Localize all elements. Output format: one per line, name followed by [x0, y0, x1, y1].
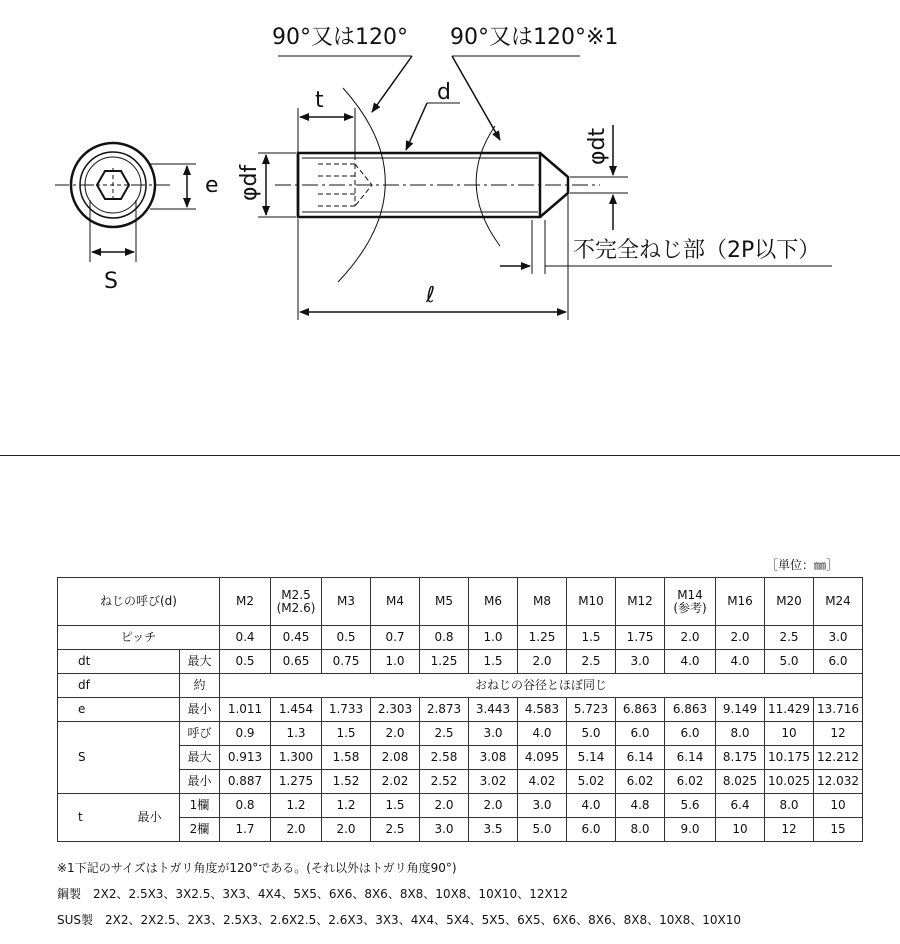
s-value: 8.175 [716, 746, 765, 770]
e-label: e [205, 173, 219, 198]
pitch-value: 0.45 [271, 626, 322, 650]
t-value: 4.8 [616, 794, 665, 818]
e-value: 3.443 [469, 698, 518, 722]
e-value: 1.011 [220, 698, 271, 722]
pitch-value: 1.0 [469, 626, 518, 650]
s-value: 3.08 [469, 746, 518, 770]
size-header: M12 [616, 578, 665, 626]
t-label-cell [58, 794, 180, 842]
s-value: 1.275 [271, 770, 322, 794]
size-header: M20 [765, 578, 814, 626]
s-value: 1.52 [322, 770, 371, 794]
dt-value: 4.0 [716, 650, 765, 674]
pitch-value: 2.0 [716, 626, 765, 650]
df-label: φdf [237, 164, 262, 201]
t-label: t [315, 88, 324, 113]
s-value: 2.02 [371, 770, 420, 794]
s-sub: 最大 [180, 746, 220, 770]
t-value: 6.0 [567, 818, 616, 842]
e-value: 13.716 [814, 698, 863, 722]
size-header: M16 [716, 578, 765, 626]
t-value: 5.0 [518, 818, 567, 842]
s-value: 0.887 [220, 770, 271, 794]
t-value: 3.5 [469, 818, 518, 842]
dt-value: 1.0 [371, 650, 420, 674]
t-value: 10 [716, 818, 765, 842]
e-label: e [58, 698, 180, 722]
s-value: 12.032 [814, 770, 863, 794]
t-value: 8.0 [765, 794, 814, 818]
pitch-value: 0.4 [220, 626, 271, 650]
notes [57, 855, 741, 933]
pitch-value: 3.0 [814, 626, 863, 650]
s-sub: 呼び [180, 722, 220, 746]
size-header: M10 [567, 578, 616, 626]
s-value: 4.02 [518, 770, 567, 794]
s-value: 1.3 [271, 722, 322, 746]
s-value: 0.9 [220, 722, 271, 746]
e-value: 4.583 [518, 698, 567, 722]
table-header-row [58, 578, 863, 626]
e-value: 6.863 [665, 698, 716, 722]
note-steel-sizes: 鋼製 2X2、2.5X3、3X2.5、3X3、4X4、5X5、6X6、8X6、8X8、10X8、10X10、12X12 [57, 887, 568, 901]
d-label: d [437, 80, 451, 105]
size-header: M6 [469, 578, 518, 626]
dt-value: 2.0 [518, 650, 567, 674]
t-value: 1.2 [271, 794, 322, 818]
pitch-value: 0.5 [322, 626, 371, 650]
dt-value: 4.0 [665, 650, 716, 674]
s-value: 10.175 [765, 746, 814, 770]
df-label: df [58, 674, 180, 698]
dimension-table [57, 577, 863, 842]
size-header: M8 [518, 578, 567, 626]
pitch-value: 0.7 [371, 626, 420, 650]
dt-value: 1.25 [420, 650, 469, 674]
e-value: 11.429 [765, 698, 814, 722]
t-value: 12 [765, 818, 814, 842]
header-label: ねじの呼び(d) [58, 578, 220, 626]
s-value: 10.025 [765, 770, 814, 794]
side-view [258, 56, 832, 320]
t-value: 6.4 [716, 794, 765, 818]
t-value: 10 [814, 794, 863, 818]
dt-value: 2.5 [567, 650, 616, 674]
unit-label: ［単位：㎜］ [765, 558, 838, 572]
size-header: M5 [420, 578, 469, 626]
t-value: 4.0 [567, 794, 616, 818]
incomplete-thread-label: 不完全ねじ部（2P以下） [573, 238, 821, 263]
t-value: 3.0 [518, 794, 567, 818]
df-sub: 約 [180, 674, 220, 698]
size-header: M4 [371, 578, 420, 626]
t-value: 5.6 [665, 794, 716, 818]
set-screw-drawing [0, 0, 900, 340]
dt-value: 3.0 [616, 650, 665, 674]
e-value: 6.863 [616, 698, 665, 722]
s-value: 6.02 [616, 770, 665, 794]
dt-value: 0.75 [322, 650, 371, 674]
l-label: ℓ [426, 283, 436, 308]
t-value: 3.0 [420, 818, 469, 842]
section-divider [0, 455, 900, 456]
pitch-value: 2.5 [765, 626, 814, 650]
t-value: 1.5 [371, 794, 420, 818]
s-value: 3.0 [469, 722, 518, 746]
t-value: 2.0 [420, 794, 469, 818]
dt-sub: 最大 [180, 650, 220, 674]
t-value: 2.0 [469, 794, 518, 818]
t-value: 0.8 [220, 794, 271, 818]
pitch-value: 1.25 [518, 626, 567, 650]
angle-label-left: 90°又は120° [272, 25, 408, 50]
s-value: 4.095 [518, 746, 567, 770]
t-value: 2.5 [371, 818, 420, 842]
s-value: 6.14 [616, 746, 665, 770]
dt-value: 6.0 [814, 650, 863, 674]
table-row-pitch [58, 626, 863, 650]
s-value: 6.14 [665, 746, 716, 770]
dt-value: 0.5 [220, 650, 271, 674]
t-value: 1.2 [322, 794, 371, 818]
table-row-df [58, 674, 863, 698]
t-label: t [78, 810, 83, 824]
s-value: 10 [765, 722, 814, 746]
t-value: 2.0 [271, 818, 322, 842]
e-value: 1.733 [322, 698, 371, 722]
table-row-dt [58, 650, 863, 674]
pitch-value: 2.0 [665, 626, 716, 650]
s-value: 2.08 [371, 746, 420, 770]
e-value: 9.149 [716, 698, 765, 722]
s-value: 3.02 [469, 770, 518, 794]
table-row-s-nominal [58, 722, 863, 746]
pitch-label: ピッチ [58, 626, 220, 650]
s-value: 2.52 [420, 770, 469, 794]
pitch-value: 1.75 [616, 626, 665, 650]
size-header: M2 [220, 578, 271, 626]
s-value: 8.025 [716, 770, 765, 794]
pitch-value: 1.5 [567, 626, 616, 650]
size-header: M2.5 (M2.6) [271, 578, 322, 626]
t-col-sub: 1欄 [180, 794, 220, 818]
size-header: M24 [814, 578, 863, 626]
s-value: 2.58 [420, 746, 469, 770]
e-value: 2.873 [420, 698, 469, 722]
end-view [55, 143, 196, 262]
s-value: 1.300 [271, 746, 322, 770]
t-value: 8.0 [616, 818, 665, 842]
note-tip-angle: ※1下記のサイズはトガリ角度が120°である。(それ以外はトガリ角度90°) [57, 861, 457, 875]
s-value: 1.5 [322, 722, 371, 746]
s-value: 5.02 [567, 770, 616, 794]
e-value: 2.303 [371, 698, 420, 722]
s-value: 8.0 [716, 722, 765, 746]
df-note: おねじの谷径とほぼ同じ [220, 674, 863, 698]
s-sub: 最小 [180, 770, 220, 794]
s-value: 1.58 [322, 746, 371, 770]
dt-value: 5.0 [765, 650, 814, 674]
s-label: S [58, 722, 180, 794]
table-row-e [58, 698, 863, 722]
dt-value: 1.5 [469, 650, 518, 674]
s-label: S [104, 269, 118, 294]
t-value: 15 [814, 818, 863, 842]
t-value: 9.0 [665, 818, 716, 842]
e-sub: 最小 [180, 698, 220, 722]
pitch-value: 0.8 [420, 626, 469, 650]
t-sub: 最小 [137, 810, 162, 824]
s-value: 2.5 [420, 722, 469, 746]
s-value: 12.212 [814, 746, 863, 770]
dt-label: dt [58, 650, 180, 674]
angle-label-right: 90°又は120°※1 [450, 25, 619, 50]
note-sus-sizes: SUS製 2X2、2X2.5、2X3、2.5X3、2.6X2.5、2.6X3、3X3、4X4、5X4、5X5、6X5、6X6、8X6、8X8、10X8、10X10 [57, 913, 742, 927]
dt-label: φdt [585, 127, 610, 165]
e-value: 5.723 [567, 698, 616, 722]
t-value: 2.0 [322, 818, 371, 842]
s-value: 6.0 [665, 722, 716, 746]
s-value: 0.913 [220, 746, 271, 770]
size-header: M3 [322, 578, 371, 626]
size-header: M14 (参考) [665, 578, 716, 626]
dt-value: 0.65 [271, 650, 322, 674]
s-value: 5.14 [567, 746, 616, 770]
s-value: 5.0 [567, 722, 616, 746]
s-value: 6.02 [665, 770, 716, 794]
t-value: 1.7 [220, 818, 271, 842]
e-value: 1.454 [271, 698, 322, 722]
t-col-sub: 2欄 [180, 818, 220, 842]
s-value: 6.0 [616, 722, 665, 746]
table-row-t-col1 [58, 794, 863, 818]
s-value: 12 [814, 722, 863, 746]
s-value: 2.0 [371, 722, 420, 746]
s-value: 4.0 [518, 722, 567, 746]
